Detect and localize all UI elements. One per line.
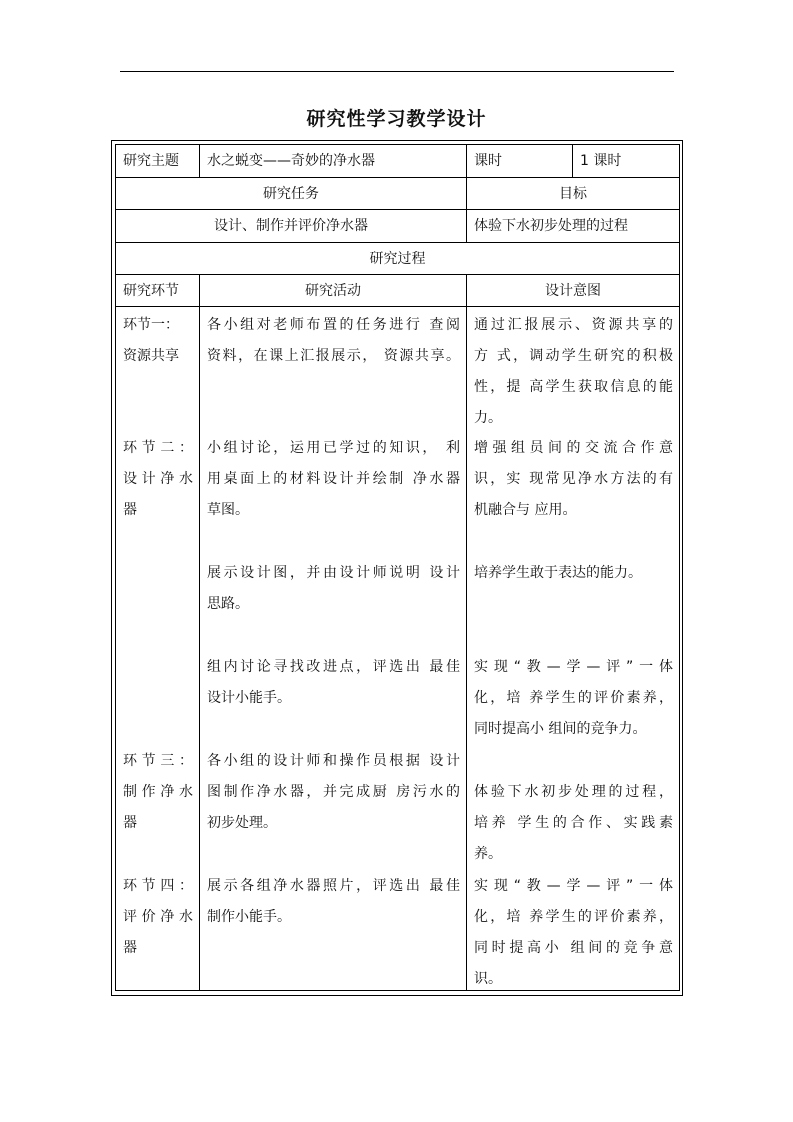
activity-line: 展示各组净水器照片，评选出 最佳 <box>207 878 460 894</box>
hours-value: 1 课时 <box>573 145 680 178</box>
intent-4 <box>474 652 673 745</box>
activity-line: 草图。 <box>207 502 249 518</box>
task-header-row <box>116 178 680 210</box>
activity-line: 制作小能手。 <box>207 909 291 925</box>
task-value: 设计、制作并评价净水器 <box>116 210 467 243</box>
intent-line: 同时提高小 组间的竞争力。 <box>474 721 647 737</box>
intent-6 <box>474 871 673 995</box>
activity-line: 初步处理。 <box>207 815 277 831</box>
intent-line: 机融合与 应用。 <box>474 502 577 518</box>
activity-4 <box>207 652 460 714</box>
activity-cell <box>200 307 467 991</box>
intent-line: 体验下水初步处理的过程， <box>474 784 673 800</box>
intent-line: 培养学生敢于表达的能力。 <box>474 565 642 581</box>
col-stage-header: 研究环节 <box>116 275 200 307</box>
intent-3 <box>474 558 673 589</box>
intent-line: 力。 <box>474 410 502 426</box>
activity-line: 各小组的设计师和操作员根据 设计 <box>207 753 460 769</box>
activity-5 <box>207 746 460 839</box>
activity-line: 设计小能手。 <box>207 690 291 706</box>
topic-value: 水之蜕变——奇妙的净水器 <box>200 145 467 178</box>
activity-line: 小组讨论，运用已学过的知识， 利 <box>207 440 460 456</box>
task-header: 研究任务 <box>116 178 467 210</box>
stage-1-line: 环节一： <box>123 317 179 333</box>
activity-line: 资料，在课上汇报展示， 资源共享。 <box>207 348 460 364</box>
intent-line: 养。 <box>474 846 502 862</box>
stage-2 <box>123 433 193 526</box>
intent-line: 增强组员间的交流合作意 <box>474 440 673 456</box>
process-header: 研究过程 <box>116 243 680 275</box>
activity-1 <box>207 310 460 372</box>
intent-2 <box>474 433 673 526</box>
intent-line: 化，培 养学生的评价素养， <box>474 690 673 706</box>
activity-line: 用桌面上的材料设计并绘制 净水器 <box>207 471 460 487</box>
hours-label: 课时 <box>467 145 573 178</box>
process-header-row <box>116 243 680 275</box>
intent-line: 化，培 养学生的评价素养， <box>474 909 673 925</box>
task-row <box>116 210 680 243</box>
intent-1 <box>474 310 673 434</box>
stage-1 <box>123 310 193 372</box>
goal-value: 体验下水初步处理的过程 <box>467 210 680 243</box>
stage-3-line: 环 节 三 ： <box>123 753 193 769</box>
stage-3-line: 制 作 净 水 <box>123 784 193 800</box>
intent-line: 识，实 现常见净水方法的有 <box>474 471 673 487</box>
topic-row <box>116 145 680 178</box>
intent-line: 通过汇报展示、资源共享的 <box>474 317 673 333</box>
activity-2 <box>207 433 460 526</box>
stage-4 <box>123 871 193 964</box>
activity-6 <box>207 871 460 933</box>
topic-label: 研究主题 <box>116 145 200 178</box>
intent-cell <box>467 307 680 991</box>
activity-line: 各小组对老师布置的任务进行 查阅 <box>207 317 460 333</box>
intent-line: 性，提 高学生获取信息的能 <box>474 379 673 395</box>
activity-line: 组内讨论寻找改进点，评选出 最佳 <box>207 659 460 675</box>
column-header-row <box>116 275 680 307</box>
intent-line: 同时提高小 组间的竞争意 <box>474 940 673 956</box>
lesson-plan-table <box>115 144 680 991</box>
document-title: 研究性学习教学设计 <box>306 108 487 130</box>
goal-header: 目标 <box>467 178 680 210</box>
stage-4-line: 器 <box>123 940 137 956</box>
intent-line: 培养 学生的合作、实践素 <box>474 815 673 831</box>
intent-5 <box>474 777 673 870</box>
activity-3 <box>207 558 460 620</box>
intent-line: 实现“教—学—评”一体 <box>474 878 673 894</box>
activity-line: 思路。 <box>207 596 249 612</box>
col-activity-header: 研究活动 <box>200 275 467 307</box>
stage-3 <box>123 746 193 839</box>
intent-line: 方 式，调动学生研究的积极 <box>474 348 673 364</box>
process-body-row <box>116 307 680 991</box>
stage-3-line: 器 <box>123 815 137 831</box>
intent-line: 实现“教—学—评”一体 <box>474 659 673 675</box>
stage-4-line: 环 节 四 ： <box>123 878 193 894</box>
intent-line: 识。 <box>474 971 502 987</box>
activity-line: 图制作净水器，并完成厨 房污水的 <box>207 784 460 800</box>
stage-4-line: 评 价 净 水 <box>123 909 193 925</box>
stage-cell <box>116 307 200 991</box>
col-intent-header: 设计意图 <box>467 275 680 307</box>
stage-2-line: 环 节 二 ： <box>123 440 193 456</box>
header-rule <box>120 71 674 72</box>
activity-line: 展示设计图，并由设计师说明 设计 <box>207 565 460 581</box>
stage-1-line: 资源共享 <box>123 348 179 364</box>
stage-2-line: 器 <box>123 502 137 518</box>
stage-2-line: 设 计 净 水 <box>123 471 193 487</box>
